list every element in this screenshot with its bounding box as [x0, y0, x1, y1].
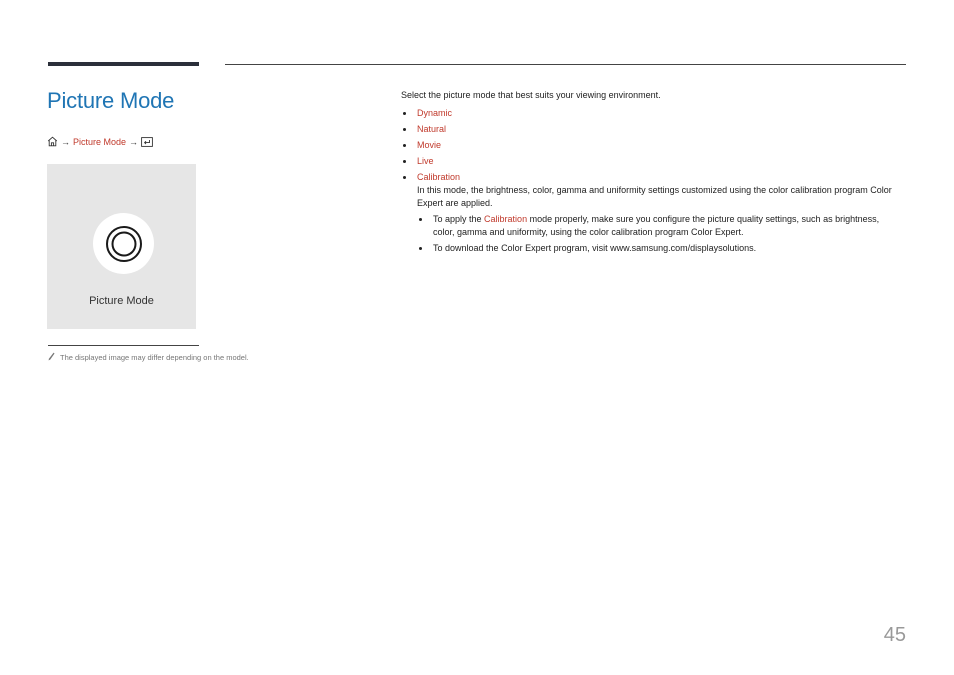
preview-caption: Picture Mode — [89, 295, 154, 307]
footnote — [48, 352, 249, 363]
calibration-desc-suffix: are applied. — [443, 198, 493, 208]
calibration-description — [417, 184, 901, 210]
picture-mode-preview — [47, 164, 196, 329]
calibration-notes — [417, 213, 901, 255]
main-content — [401, 89, 901, 258]
home-icon — [47, 136, 58, 147]
mode-live: Live — [417, 156, 434, 166]
program-name: Color Expert — [417, 185, 892, 208]
breadcrumb-picture-mode[interactable]: Picture Mode — [73, 136, 127, 147]
breadcrumb-arrow: → — [129, 136, 139, 147]
enter-icon — [141, 137, 153, 147]
picture-mode-icon — [93, 213, 154, 274]
intro-text: Select the picture mode that best suits your viewing environment. — [401, 90, 661, 100]
pencil-icon — [48, 352, 55, 363]
top-rule — [225, 64, 906, 65]
note1-program: Color Expert — [690, 227, 741, 237]
note1-suffix: . — [741, 227, 744, 237]
mode-list — [401, 107, 901, 255]
list-item — [401, 171, 901, 255]
list-item — [401, 123, 901, 136]
mode-movie: Movie — [417, 140, 442, 150]
footnote-text: The displayed image may differ depending on the model. — [60, 353, 249, 362]
list-item — [401, 155, 901, 168]
mode-natural: Natural — [417, 124, 447, 134]
list-item — [417, 213, 901, 239]
note1-calibration: Calibration — [484, 214, 528, 224]
page-title: Picture Mode — [47, 88, 175, 113]
page-number: 45 — [883, 624, 906, 646]
section-bar — [48, 62, 199, 66]
mode-dynamic: Dynamic — [417, 108, 453, 118]
note1-mid: mode properly, make sure you configure the picture quality settings, such as brightness, color, gamma and uniformity, using the color calibration program — [433, 214, 880, 237]
list-item — [417, 242, 901, 255]
calibration-desc-text: In this mode, the brightness, color, gamma and uniformity settings customized using the color calibration program — [417, 185, 871, 195]
list-item — [401, 107, 901, 120]
breadcrumb — [47, 136, 153, 147]
note1-text: To apply the — [433, 214, 485, 224]
note-rule — [48, 345, 199, 346]
list-item — [401, 139, 901, 152]
mode-calibration: Calibration — [417, 172, 461, 182]
note2-suffix: program, visit www.samsung.com/displaysolutions. — [551, 243, 757, 253]
note2-text: To download the — [433, 243, 502, 253]
breadcrumb-arrow: → — [61, 136, 70, 147]
note2-program: Color Expert — [501, 243, 552, 253]
